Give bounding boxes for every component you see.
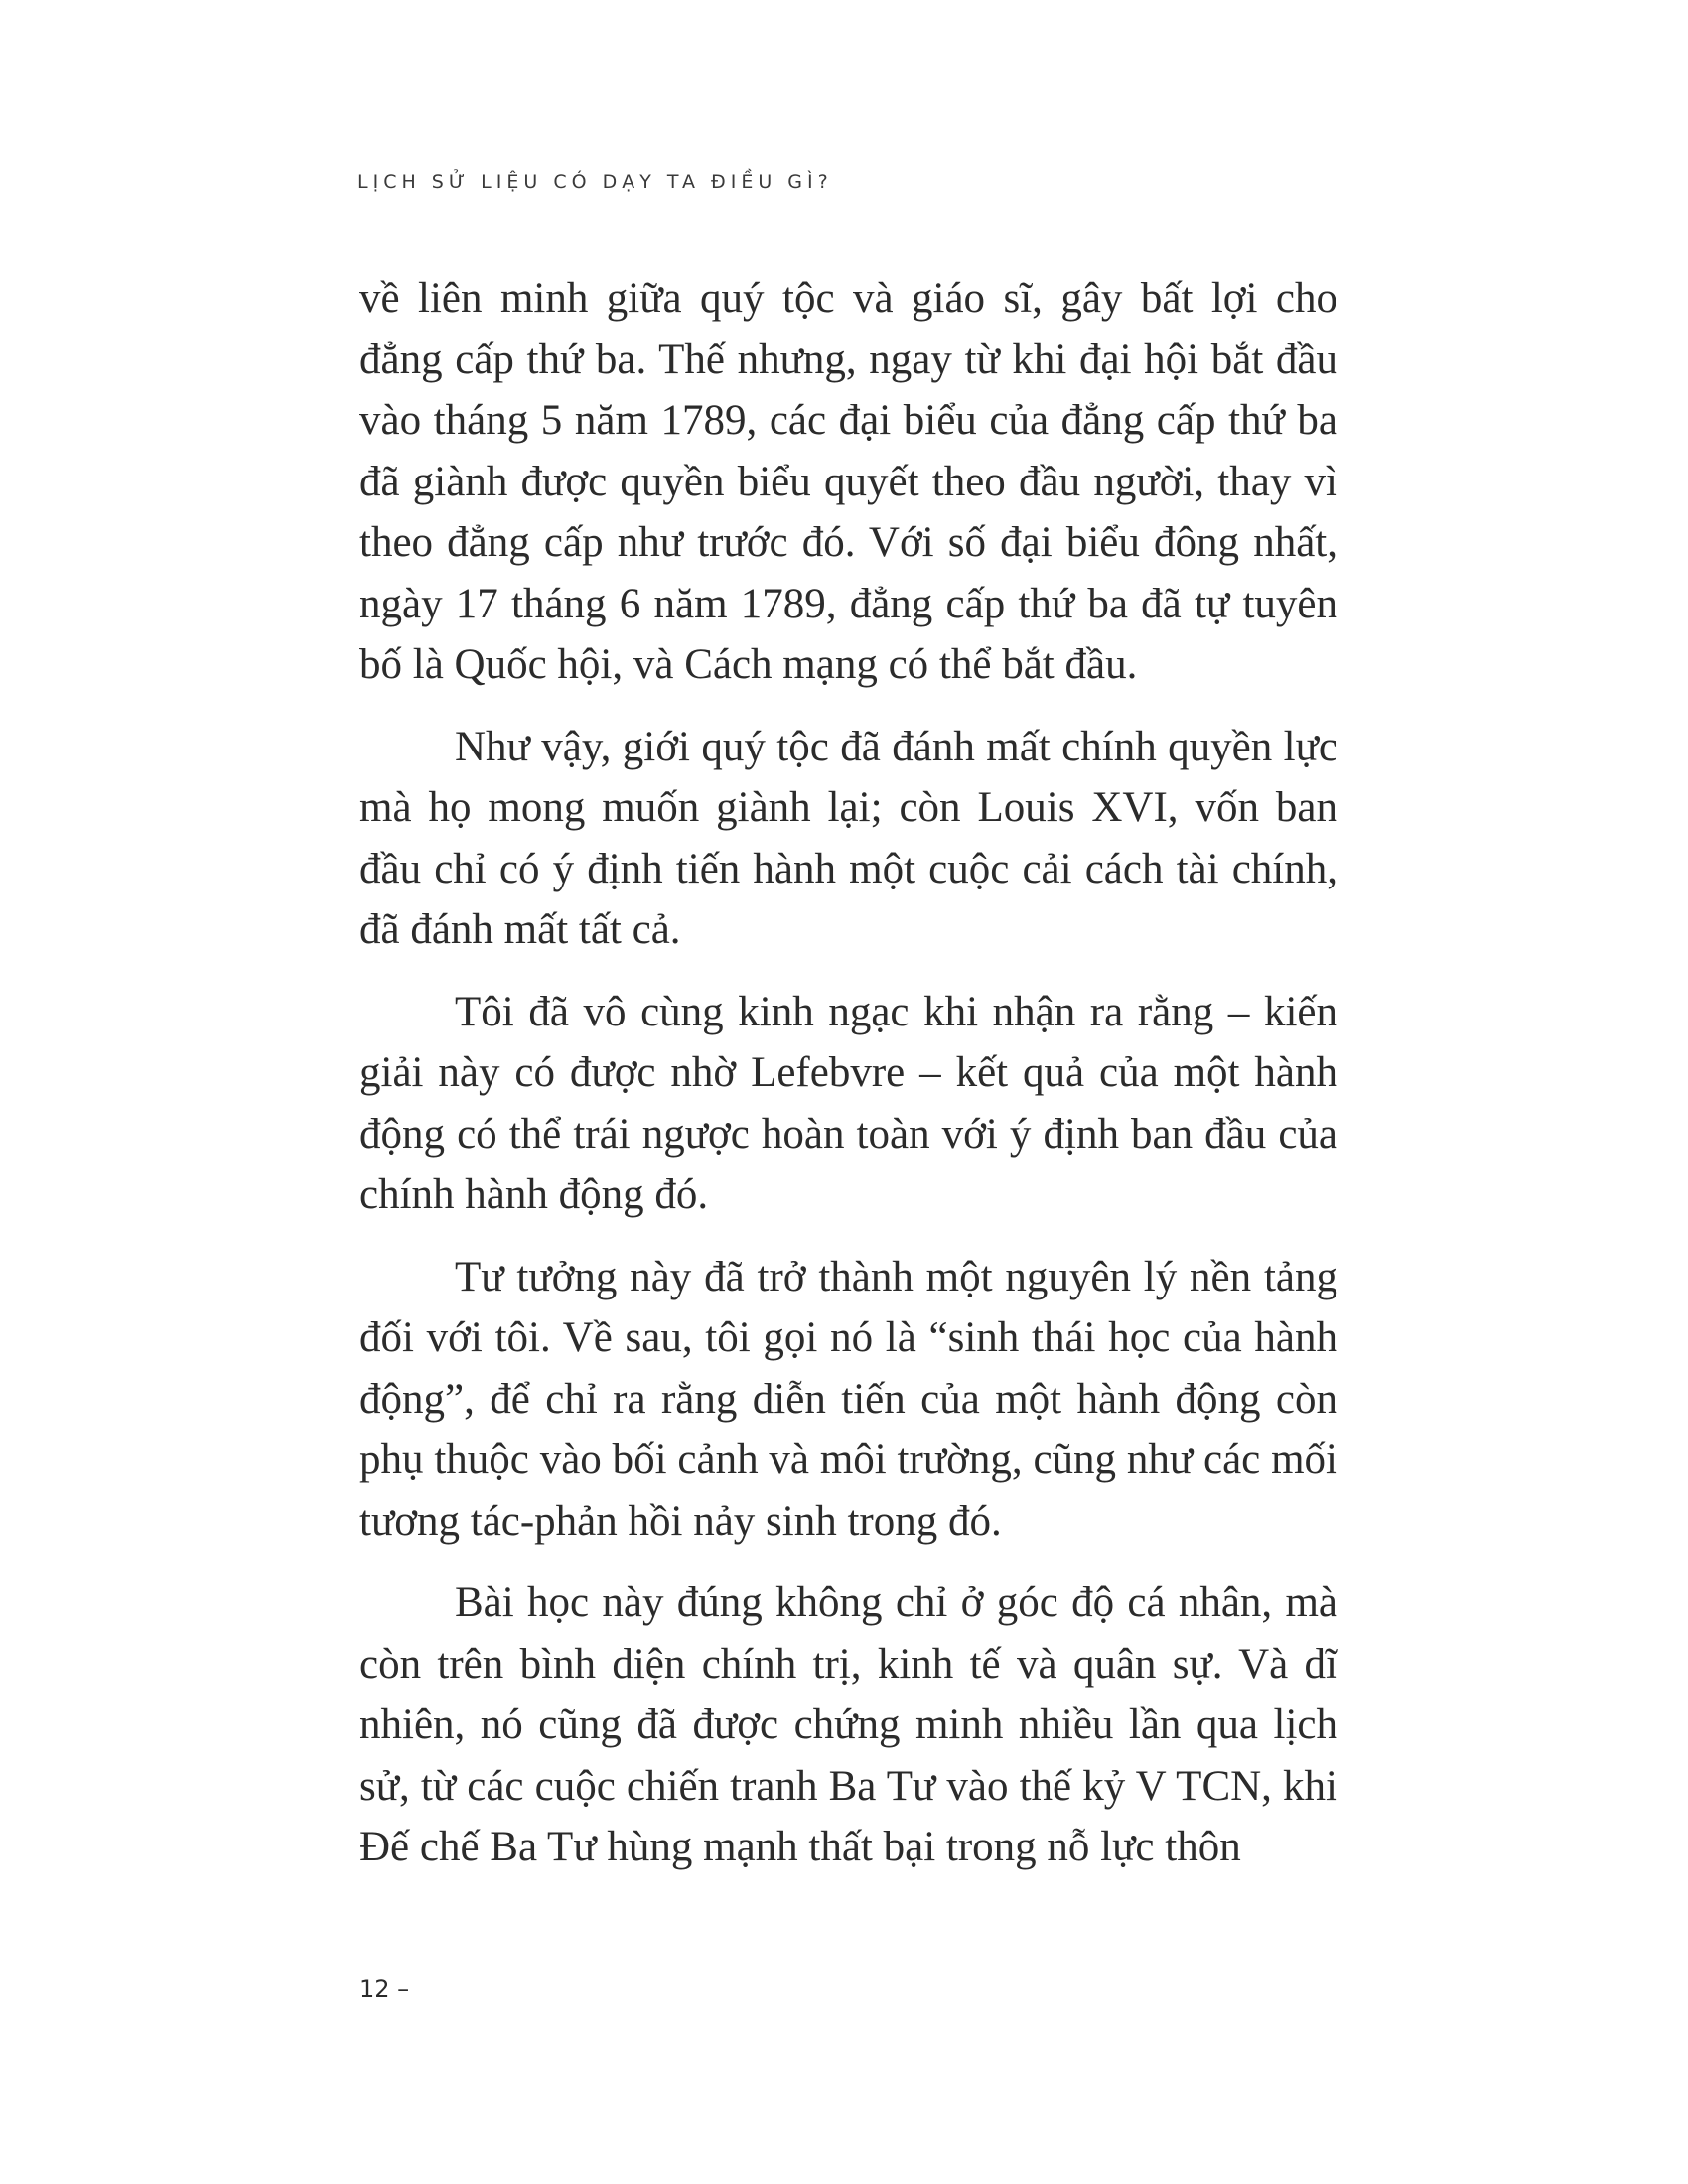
paragraph-5: Bài học này đúng không chỉ ở góc độ cá nhân, mà còn trên bình diện chính trị, kinh tế và quân sự. Và dĩ nhiên, nó cũng đã được chứng minh nhiều lần qua lịch sử, từ các cuộc chiến tranh Ba Tư vào thế kỷ V TCN, khi Đế chế Ba Tư hùng mạnh thất bại trong nỗ lực thôn (359, 1579, 1337, 1870)
paragraph-2: Như vậy, giới quý tộc đã đánh mất chính quyền lực mà họ mong muốn giành lại; còn Louis XVI, vốn ban đầu chỉ có ý định tiến hành một cuộc cải cách tài chính, đã đánh mất tất cả. (359, 723, 1337, 953)
paragraph-1: về liên minh giữa quý tộc và giáo sĩ, gây bất lợi cho đẳng cấp thứ ba. Thế nhưng, ngay từ khi đại hội bắt đầu vào tháng 5 năm 1789, các đại biểu của đẳng cấp thứ ba đã giành được quyền biểu quyết theo đầu người, thay vì theo đẳng cấp như trước đó. Với số đại biểu đông nhất, ngày 17 tháng 6 năm 1789, đẳng cấp thứ ba đã tự tuyên bố là Quốc hội, và Cách mạng có thể bắt đầu. (359, 275, 1337, 688)
paragraph-4: Tư tưởng này đã trở thành một nguyên lý nền tảng đối với tôi. Về sau, tôi gọi nó là “sinh thái học của hành động”, để chỉ ra rằng diễn tiến của một hành động còn phụ thuộc vào bối cảnh và môi trường, cũng như các mối tương tác-phản hồi nảy sinh trong đó. (359, 1253, 1337, 1545)
page-body (359, 268, 1337, 1899)
paragraph-3: Tôi đã vô cùng kinh ngạc khi nhận ra rằng – kiến giải này có được nhờ Lefebvre – kết quả của một hành động có thể trái ngược hoàn toàn với ý định ban đầu của chính hành động đó. (359, 988, 1337, 1218)
page-number: 12 – (359, 1976, 410, 2003)
running-header-title: LỊCH SỬ LIỆU CÓ DẠY TA ĐIỀU GÌ? (357, 171, 833, 193)
